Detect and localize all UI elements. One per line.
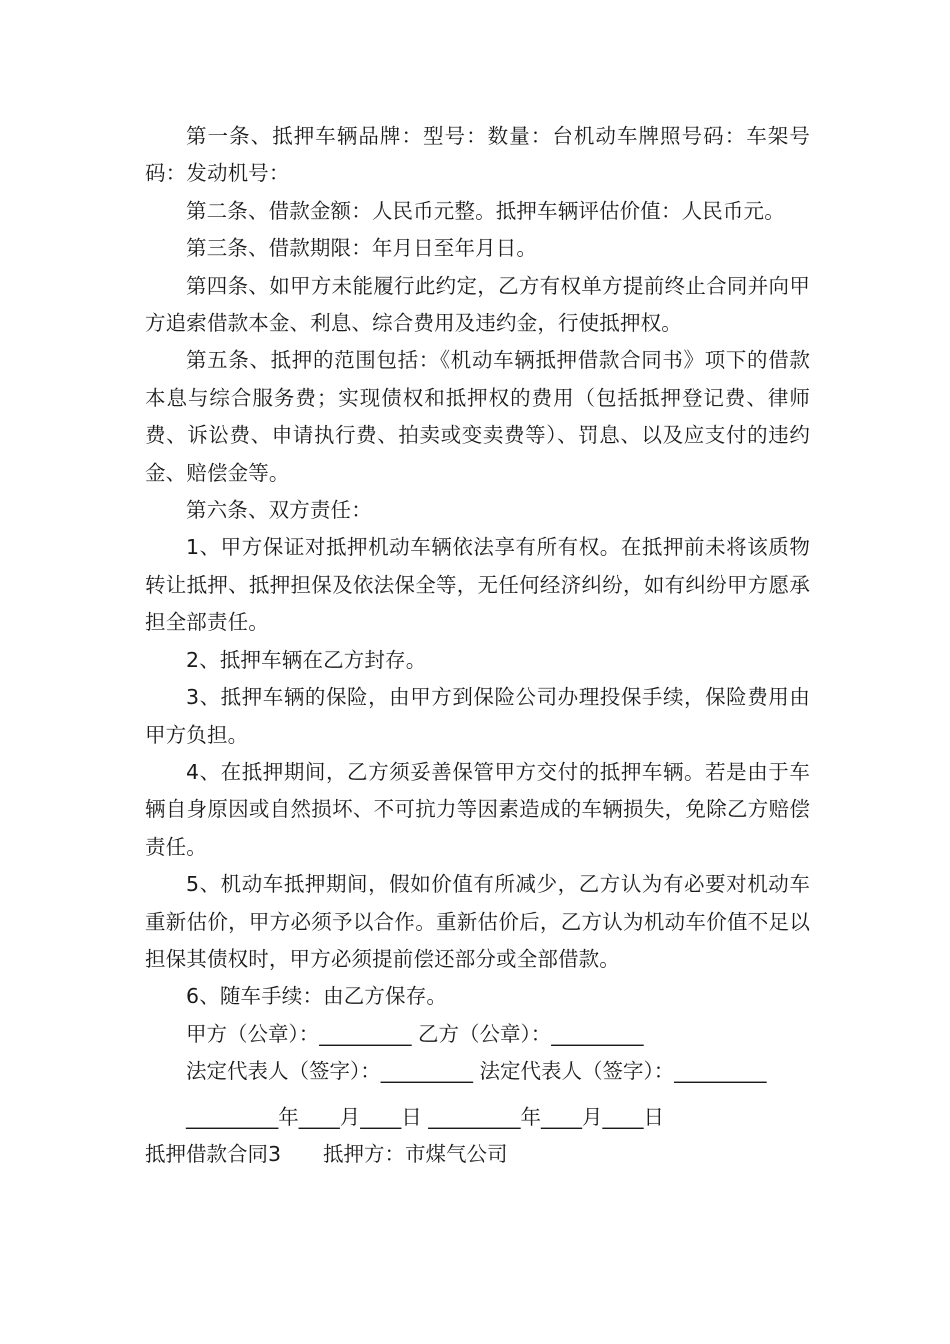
signature-representative-line: 法定代表人（签字）：_________ 法定代表人（签字）：_________ [186,1059,767,1084]
next-contract-title: 抵押借款合同3 [145,1141,282,1166]
clause-6-item-3: 3、抵押车辆的保险，由甲方到保险公司办理投保手续，保险费用由甲方负担。 [145,685,810,747]
clause-6-item-5: 5、机动车抵押期间，假如价值有所减少，乙方认为有必要对机动车重新估价，甲方必须予以合作。重新估价后，乙方认为机动车价值不足以担保其债权时，甲方必须提前偿还部分或全部借款。 [145,872,810,971]
signature-party-line: 甲方（公章）：_________ 乙方（公章）：_________ [186,1021,644,1046]
clause-6-item-4: 4、在抵押期间，乙方须妥善保管甲方交付的抵押车辆。若是由于车辆自身原因或自然损坏、不可抗力等因素造成的车辆损失，免除乙方赔偿责任。 [145,759,810,859]
clause-6-item-2: 2、抵押车辆在乙方封存。 [186,647,427,672]
signature-date-line: _________年____月____日 _________年____月____日 [186,1104,665,1129]
clause-1: 第一条、抵押车辆品牌：型号：数量：台机动车牌照号码：车架号码：发动机号： [145,124,810,186]
clause-6-heading: 第六条、双方责任： [186,498,372,523]
mortgagor-label: 抵押方：市煤气公司 [323,1141,508,1166]
clause-6-item-1: 1、甲方保证对抵押机动车辆依法享有所有权。在抵押前未将该质物转让抵押、抵押担保及依法保全等，无任何经济纠纷，如有纠纷甲方愿承担全部责任。 [145,535,810,635]
clause-3: 第三条、借款期限：年月日至年月日。 [186,236,538,261]
clause-2: 第二条、借款金额：人民币元整。抵押车辆评估价值：人民币元。 [186,198,785,223]
next-contract-heading [145,1136,810,1173]
clause-5: 第五条、抵押的范围包括：《机动车辆抵押借款合同书》项下的借款本息与综合服务费；实现债权和抵押权的费用（包括抵押登记费、律师费、诉讼费、申请执行费、拍卖或变卖费等）、罚息、以及应支付的违约金、赔偿金等。 [145,348,810,485]
clause-6-item-6: 6、随车手续：由乙方保存。 [186,984,447,1009]
contract-body [145,118,810,1173]
clause-4: 第四条、如甲方未能履行此约定，乙方有权单方提前终止合同并向甲方追索借款本金、利息、综合费用及违约金，行使抵押权。 [145,273,810,336]
